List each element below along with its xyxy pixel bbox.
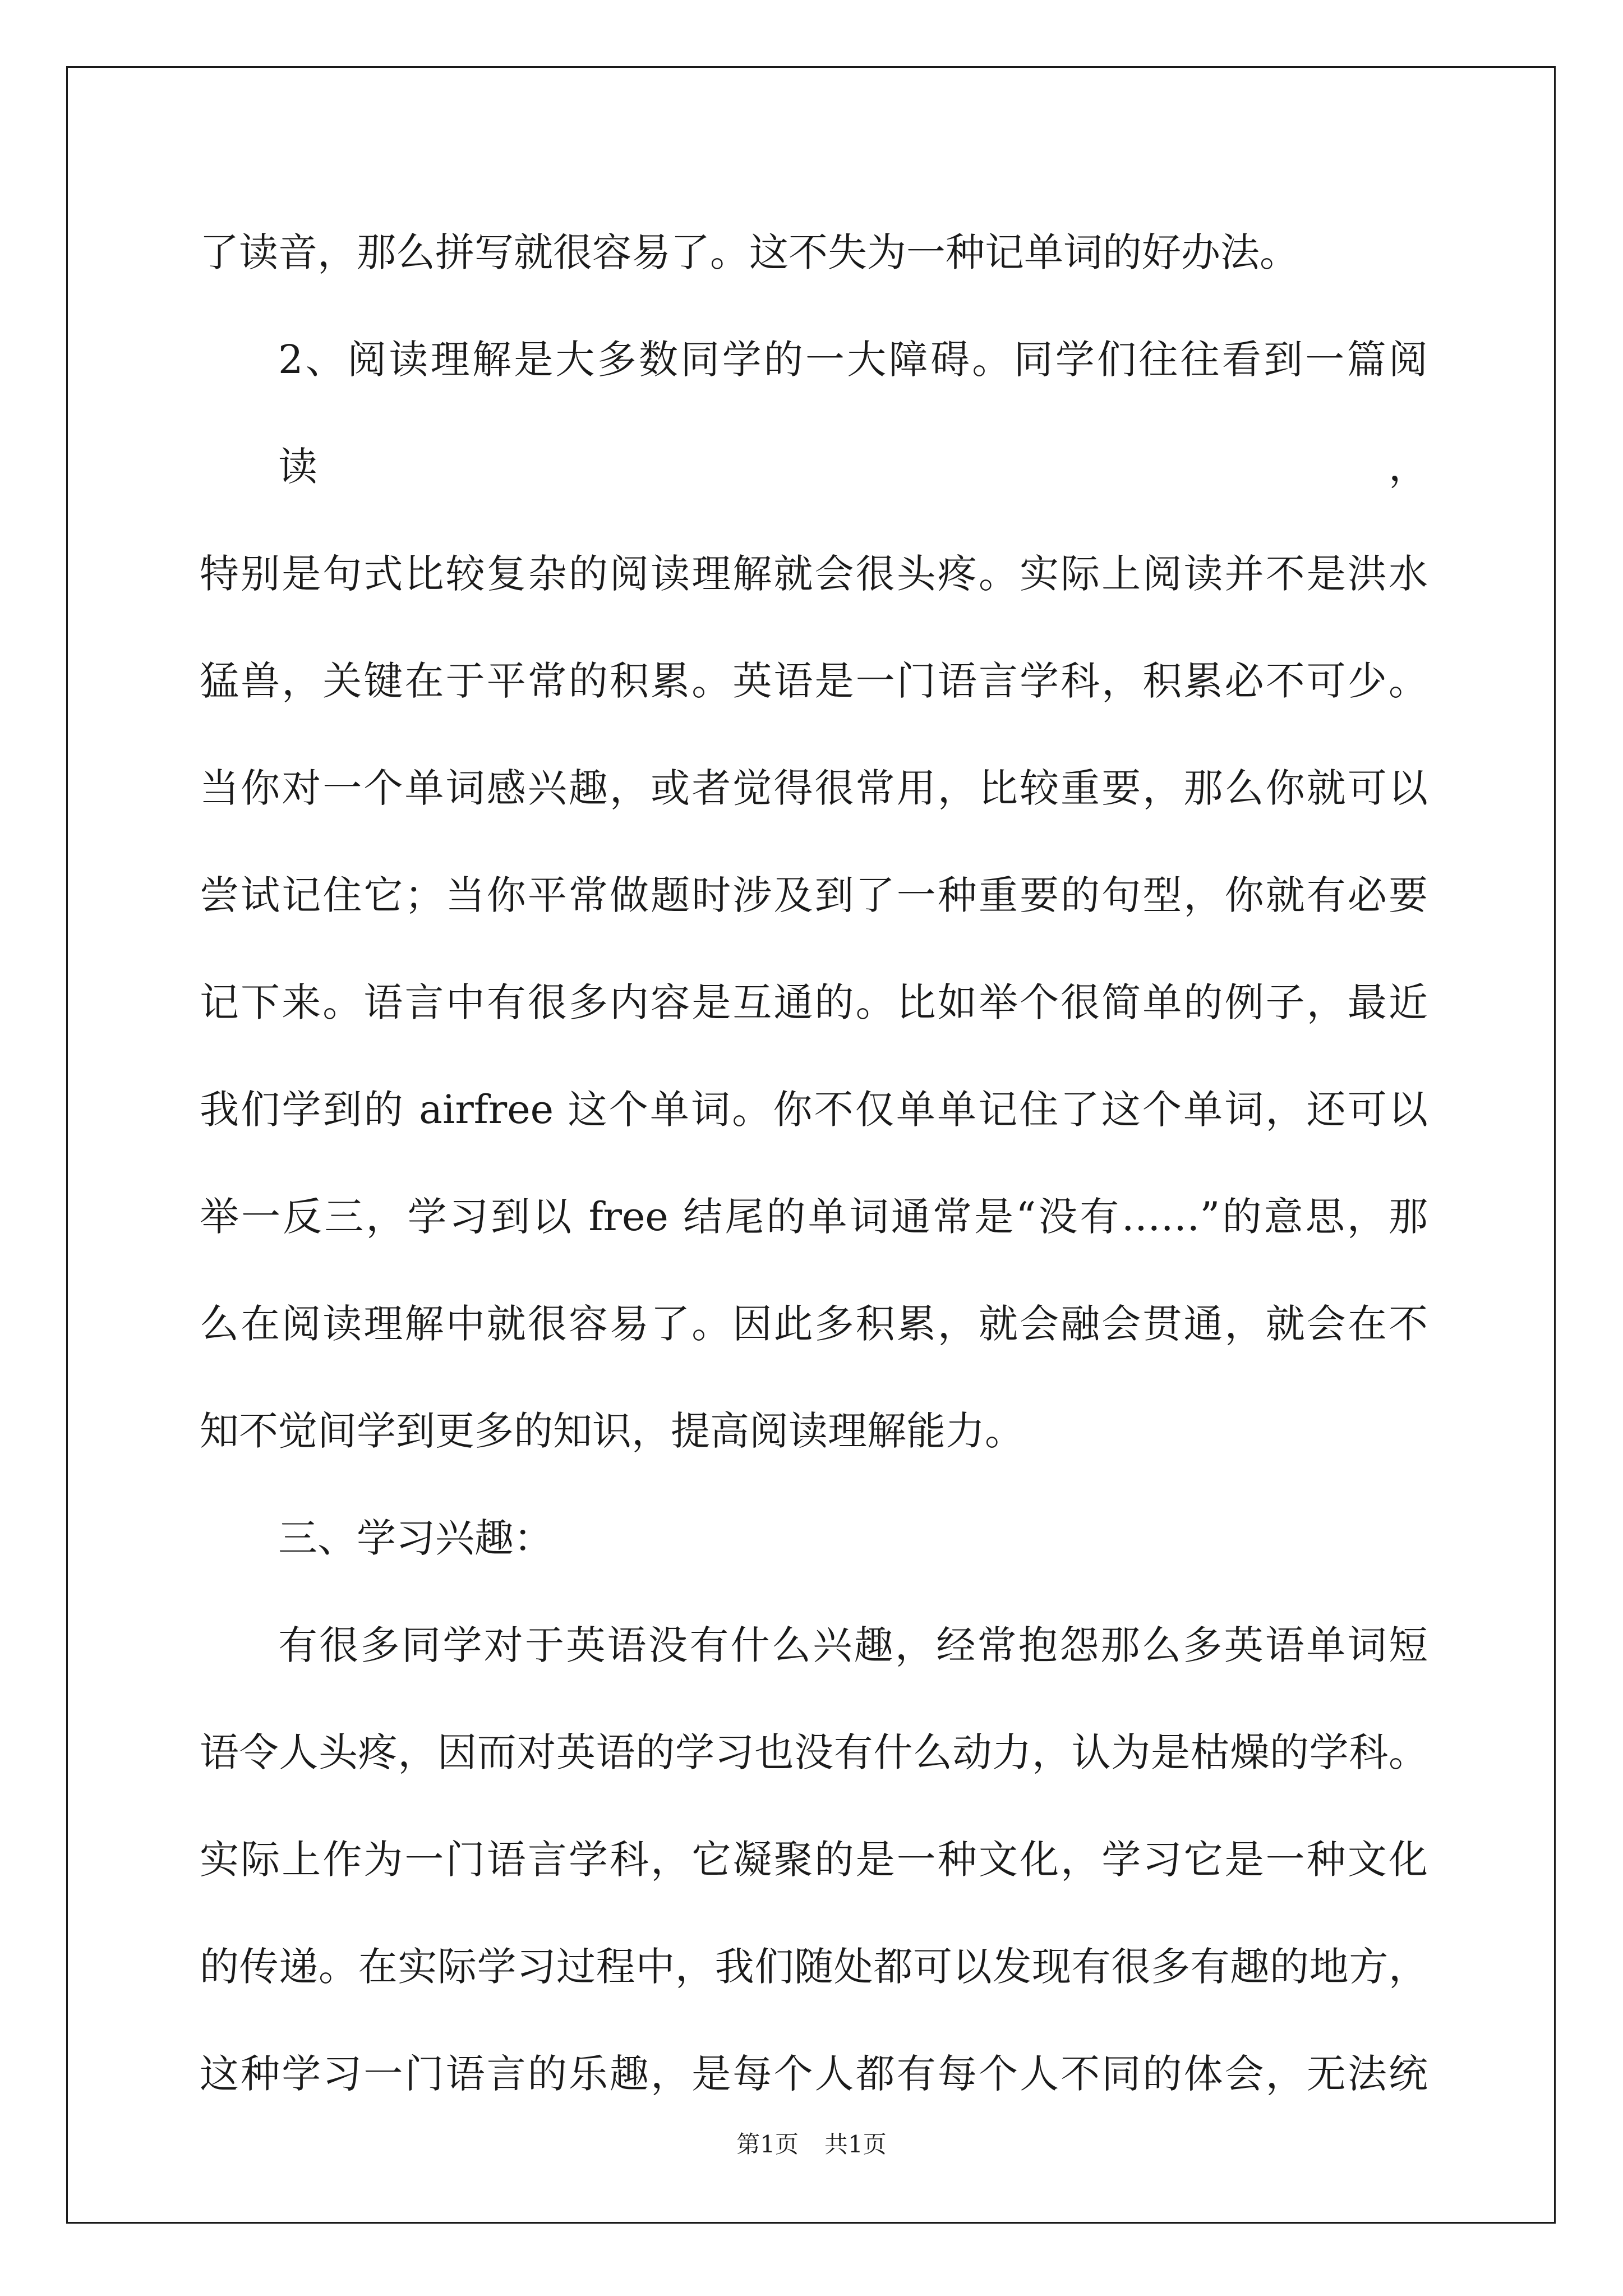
text-line: 举一反三，学习到以 free 结尾的单词通常是“没有……”的意思，那 — [200, 1194, 1428, 1240]
text-line: 有很多同学对于英语没有什么兴趣，经常抱怨那么多英语单词短 — [278, 1622, 1428, 1668]
text-line: 猛兽，关键在于平常的积累。英语是一门语言学科，积累必不可少。 — [200, 658, 1428, 704]
text-line: 我们学到的 airfree 这个单词。你不仅单单记住了这个单词，还可以 — [200, 1087, 1428, 1133]
text-line: 尝试记住它；当你平常做题时涉及到了一种重要的句型，你就有必要 — [200, 872, 1428, 918]
text-line: 知不觉间学到更多的知识，提高阅读理解能力。 — [200, 1408, 1024, 1454]
text-line: 了读音，那么拼写就很容易了。这不失为一种记单词的好办法。 — [200, 229, 1299, 275]
text-line: 么在阅读理解中就很容易了。因此多积累，就会融会贯通，就会在不 — [200, 1301, 1428, 1347]
text-line: 的传递。在实际学习过程中，我们随处都可以发现有很多有趣的地方， — [200, 1944, 1428, 1990]
text-line: 实际上作为一门语言学科，它凝聚的是一种文化，学习它是一种文化 — [200, 1837, 1428, 1883]
document-body — [200, 199, 1428, 2128]
text-line: 当你对一个单词感兴趣，或者觉得很常用，比较重要，那么你就可以 — [200, 765, 1428, 811]
page-footer — [0, 2126, 1623, 2160]
text-line: 记下来。语言中有很多内容是互通的。比如举个很简单的例子，最近 — [200, 979, 1428, 1025]
page-total: 共1页 — [824, 2131, 887, 2158]
text-line: 特别是句式比较复杂的阅读理解就会很头疼。实际上阅读并不是洪水 — [200, 551, 1428, 597]
page-number: 第1页 — [736, 2131, 799, 2158]
text-line: 2、阅读理解是大多数同学的一大障碍。同学们往往看到一篇阅读， — [278, 337, 1428, 490]
text-line: 这种学习一门语言的乐趣，是每个人都有每个人不同的体会，无法统 — [200, 2051, 1428, 2097]
section-heading: 三、学习兴趣： — [278, 1515, 553, 1561]
text-line: 语令人头疼，因而对英语的学习也没有什么动力，认为是枯燥的学科。 — [200, 1729, 1428, 1775]
